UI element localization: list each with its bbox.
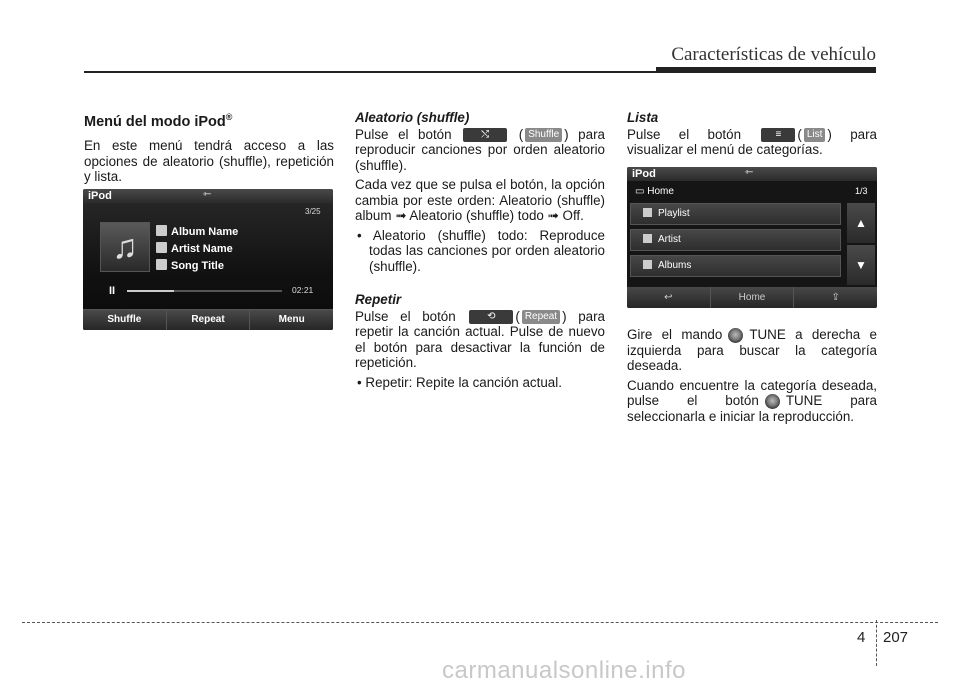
column-list [627, 110, 877, 162]
playlist-icon [643, 208, 652, 217]
chapter-number: 4 [857, 629, 866, 646]
song-title-row: Song Title [156, 259, 224, 272]
category-artist[interactable]: Artist [630, 229, 841, 251]
folder-icon: ▭ [635, 186, 648, 197]
track-count: 3/25 [305, 207, 321, 216]
footer-rule [22, 622, 938, 623]
elapsed-time: 02:21 [292, 285, 314, 295]
screen-title-bar: iPod [83, 189, 333, 203]
tune-knob-icon [728, 328, 743, 343]
album-icon [643, 260, 652, 269]
column-tune [627, 327, 877, 429]
header-rule-accent [656, 67, 876, 73]
home-button[interactable]: Home [711, 287, 795, 308]
menu-tab[interactable]: Menu [250, 310, 333, 330]
category-playlist[interactable]: Playlist [630, 203, 841, 225]
artist-icon [643, 234, 652, 243]
back-icon: ↩ [664, 292, 673, 303]
progress-bar[interactable] [127, 290, 282, 292]
repeat-bullet: • Repetir: Repite la canción actual. [357, 374, 562, 390]
shuffle-tab[interactable]: Shuffle [83, 310, 167, 330]
screen-title-bar: iPod [627, 167, 877, 181]
artist-icon [156, 242, 167, 253]
list-icon: ≡ [761, 128, 795, 142]
list-paragraph: Pulse el botón ≡ ( List ) para visualizar el menú de categorías. [627, 126, 877, 157]
home-breadcrumb: ▭ Home [635, 186, 674, 197]
player-tabs [83, 309, 333, 330]
shuffle-paragraph-1: Pulse el botón ⤭ ( Shuffle ) para reproducir canciones por orden aleatorio (shuffle). [355, 126, 605, 173]
list-title: Lista [627, 110, 659, 125]
usb-icon: ⇽ [203, 189, 212, 200]
watermark: carmanualsonline.info [442, 657, 686, 684]
shuffle-title: Aleatorio (shuffle) [355, 110, 470, 125]
repeat-icon: ⟲ [469, 310, 513, 324]
category-albums[interactable]: Albums [630, 255, 841, 277]
scroll-down-icon[interactable]: ▼ [847, 245, 875, 285]
shuffle-paragraph-2: Cada vez que se pulsa el botón, la opción cambia por este orden: Aleatorio (shuffle) album ➟ Aleatorio (shuffle) todo ➟ Off. [355, 177, 605, 223]
repeat-paragraph: Pulse el botón ⟲ ( Repeat ) para repetir la canción actual. Pulse de nuevo el botón para desactivar la función de repetición. [355, 308, 605, 370]
repeat-button-label: Repeat [522, 310, 560, 324]
footer-divider [876, 620, 877, 666]
scroll-up-icon[interactable]: ▲ [847, 203, 875, 243]
song-icon [156, 259, 167, 270]
repeat-title: Repetir [355, 292, 402, 307]
column-ipod-menu [84, 110, 334, 189]
album-name-row: Album Name [156, 225, 238, 238]
album-art-icon: ♫ [100, 222, 150, 272]
tune-paragraph-1: Gire el mando TUNE a derecha e izquierda para buscar la categoría deseada. [627, 327, 878, 374]
header-title: Características de vehículo [671, 44, 876, 65]
repeat-tab[interactable]: Repeat [167, 310, 251, 330]
section-title: Menú del modo iPod® [84, 112, 233, 130]
shuffle-bullet: • Aleatorio (shuffle) todo: Reproduce todas las canciones por orden aleatorio (shuffle). [357, 227, 605, 274]
category-tabs [627, 287, 877, 308]
folder-up-button[interactable] [794, 287, 877, 308]
shuffle-button-label: Shuffle [525, 128, 562, 142]
pause-icon[interactable]: II [109, 285, 116, 297]
folder-up-icon: ⇪ [831, 292, 840, 303]
tune-knob-icon [765, 394, 780, 409]
ipod-player-screen [83, 189, 333, 330]
tune-paragraph-2: Cuando encuentre la categoría deseada, pulse el botón TUNE para seleccionarla e iniciar la reproducción. [627, 377, 877, 425]
usb-icon: ⇽ [745, 167, 754, 178]
page-indicator: 1/3 [855, 186, 868, 196]
back-button[interactable] [627, 287, 711, 308]
shuffle-icon: ⤭ [463, 128, 507, 142]
album-icon [156, 225, 167, 236]
page-number: 207 [883, 629, 909, 646]
intro-paragraph: En este menú tendrá acceso a las opciones de aleatorio (shuffle), repetición y lista. [84, 138, 334, 185]
column-shuffle-repeat [355, 110, 605, 394]
ipod-category-screen [627, 167, 877, 308]
progress-fill [127, 290, 174, 292]
list-button-label: List [804, 128, 826, 142]
artist-name-row: Artist Name [156, 242, 233, 255]
